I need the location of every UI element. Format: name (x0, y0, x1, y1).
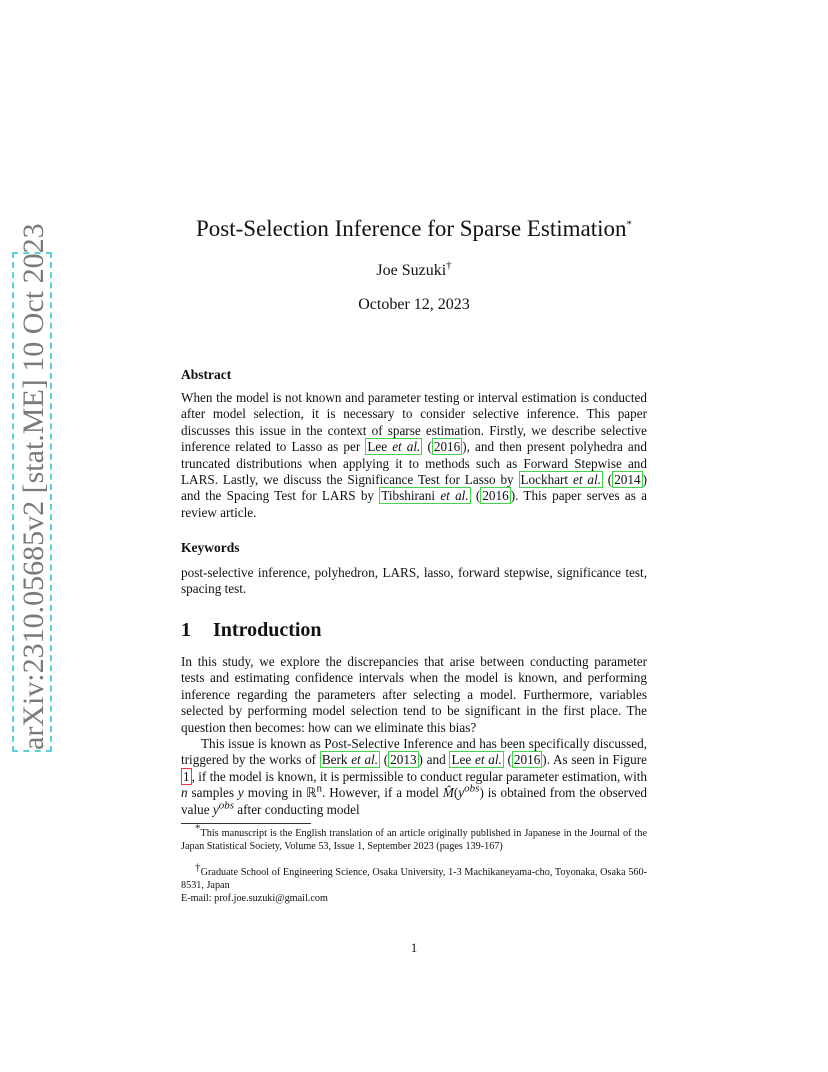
citation-link[interactable]: Tibshirani et al. (381, 488, 469, 504)
citation-year-link[interactable]: 2014 (614, 472, 641, 488)
author-name (0, 259, 828, 280)
introduction-body (181, 654, 647, 818)
paper-title (0, 216, 828, 242)
citation-year-link[interactable]: 2016 (482, 488, 509, 504)
citation-year-link[interactable]: 2016 (513, 752, 541, 768)
footnote-email: E-mail: prof.joe.suzuki@gmail.com (181, 893, 328, 904)
title-text: Post-Selection Inference for Sparse Estimation (196, 216, 627, 241)
citation-link[interactable]: Lee et al. (451, 752, 502, 768)
section-number: 1 (181, 619, 191, 641)
section-title: Introduction (213, 619, 322, 641)
arxiv-stamp (12, 223, 52, 752)
intro-paragraph-1: In this study, we explore the discrepancies that arise between conducting parameter tests and estimating confidence intervals when the model is known, and performing inference regarding the parameters after selecting a model. Furthermore, variables selected by performing model selection tend to be significant in the first place. The question then becomes: how can we eliminate this bias? (181, 654, 647, 735)
figure-ref-link[interactable]: 1 (183, 768, 190, 784)
paper-date: October 12, 2023 (358, 296, 470, 313)
title-footnote-mark: * (626, 218, 632, 231)
citation-link[interactable]: Lockhart et al. (520, 472, 601, 488)
keywords-body: post-selective inference, polyhedron, LARS, lasso, forward stepwise, significance test, spacing test. (181, 565, 647, 597)
footnote-2: †Graduate School of Engineering Science, Osaka University, 1-3 Machikaneyama-cho, Toyonaka, Osaka 560-8531, Japan (181, 861, 648, 892)
section-heading (181, 619, 322, 642)
page-number: 1 (410, 940, 418, 955)
intro-paragraph-2: This issue is known as Post-Selective Inference and has been specifically discussed, triggered by the works of Berk et al. ( 2013 ) and Lee et al. ( 2016 ). As seen in Figure 1 , if the model is known, it is permissible to conduct regular parameter estimation, with n samples y moving in ℝ$^n$. However, if a model $M̂(y^{obs})$ is obtained from the observed value $y^{obs}$ after conducting model (181, 736, 647, 817)
abstract-body: When the model is not known and parameter testing or interval estimation is conducted after model selection, it is necessary to consider selective inference. This paper discusses this issue in the context of sparse estimation. Firstly, we describe selective inference related to Lasso as per Lee et al. ( 2016 ), and then present polyhedra and truncated distributions when applying it to methods such as Forward Stepwise and LARS. Lastly, we discuss the Significance Test for Lasso by Lockhart et al. ( 2014 ) and the Spacing Test for LARS by Tibshirani et al. ( 2016 ). This paper serves as a review article. (181, 390, 647, 520)
citation-year-link[interactable]: 2013 (390, 752, 417, 768)
author-footnote-mark: † (446, 259, 452, 272)
citation-link[interactable]: Berk et al. (321, 752, 379, 768)
arxiv-stamp-text: arXiv:2310.05685v2 [stat.ME] 10 Oct 2023 (12, 252, 52, 752)
abstract-heading: Abstract (181, 367, 232, 382)
keywords-heading: Keywords (181, 540, 240, 555)
citation-year-link[interactable]: 2016 (433, 439, 461, 455)
author-text: Joe Suzuki (376, 262, 447, 279)
footnote-1: *This manuscript is the English translation of an article originally published in Japanese in the Journal of the Japan Statistical Society, Volume 53, Issue 1, September 2023 (pages 139-167) (181, 822, 647, 853)
citation-link[interactable]: Lee et al. (367, 439, 421, 455)
